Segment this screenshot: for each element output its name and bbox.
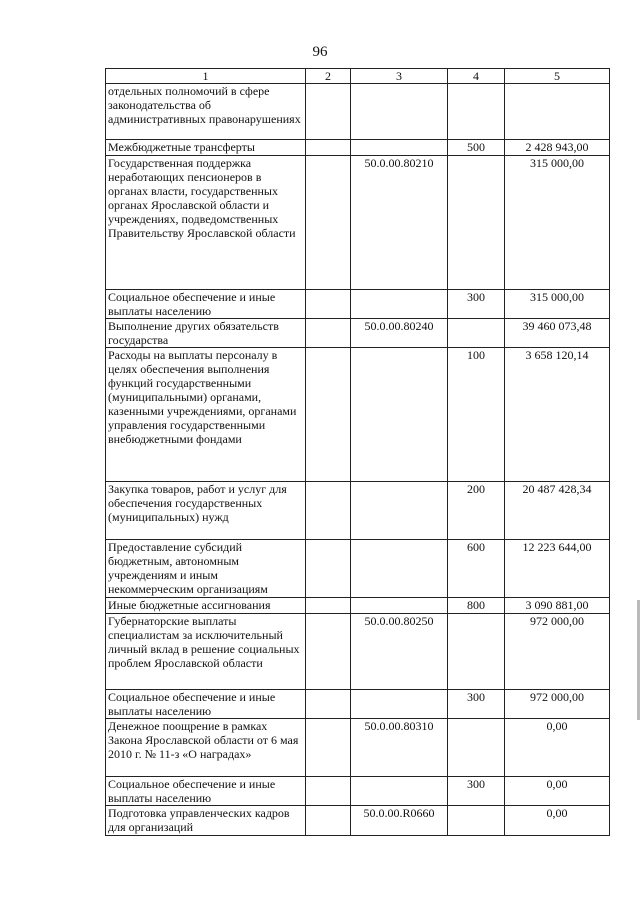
- row-code: [351, 84, 448, 140]
- row-name: Выполнение других обязательств государства: [106, 319, 306, 348]
- table-row: [106, 540, 610, 598]
- column-header: 5: [505, 69, 610, 84]
- row-type: [448, 84, 505, 140]
- row-name: отдельных полномочий в сфере законодательства об административных правонарушениях: [106, 84, 306, 140]
- row-code: [351, 598, 448, 614]
- row-type: 800: [448, 598, 505, 614]
- row-name: Государственная поддержка неработающих пенсионеров в органах власти, государственных органах Ярославской области и учреждениях, подведомственных Правительству Ярославской области: [106, 156, 306, 290]
- row-code: 50.0.00.R0660: [351, 806, 448, 836]
- row-type: 300: [448, 777, 505, 806]
- row-type: 200: [448, 482, 505, 540]
- row-type: [448, 806, 505, 836]
- page-number: 96: [312, 44, 328, 60]
- row-type: 300: [448, 690, 505, 719]
- row-amount: 12 223 644,00: [505, 540, 610, 598]
- table-row: [106, 806, 610, 836]
- row-code: [351, 540, 448, 598]
- row-col2: [306, 598, 351, 614]
- row-amount: 3 658 120,14: [505, 348, 610, 482]
- table-header-row: [106, 69, 610, 84]
- row-name: Губернаторские выплаты специалистам за исключительный личный вклад в решение социальных проблем Ярославской области: [106, 614, 306, 690]
- row-col2: [306, 614, 351, 690]
- row-type: [448, 156, 505, 290]
- row-name: Предоставление субсидий бюджетным, автономным учреждениям и иным некоммерческим организациям: [106, 540, 306, 598]
- row-name: Иные бюджетные ассигнования: [106, 598, 306, 614]
- row-amount: 20 487 428,34: [505, 482, 610, 540]
- row-code: [351, 482, 448, 540]
- row-amount: [505, 84, 610, 140]
- row-col2: [306, 719, 351, 777]
- row-name: Социальное обеспечение и иные выплаты населению: [106, 690, 306, 719]
- table-row: [106, 348, 610, 482]
- row-code: [351, 690, 448, 719]
- row-col2: [306, 84, 351, 140]
- row-name: Социальное обеспечение и иные выплаты населению: [106, 290, 306, 319]
- row-type: [448, 614, 505, 690]
- row-amount: 0,00: [505, 719, 610, 777]
- row-code: [351, 348, 448, 482]
- row-code: 50.0.00.80250: [351, 614, 448, 690]
- row-type: 300: [448, 290, 505, 319]
- row-col2: [306, 777, 351, 806]
- row-amount: 0,00: [505, 806, 610, 836]
- row-type: 500: [448, 140, 505, 156]
- row-amount: 315 000,00: [505, 156, 610, 290]
- table-row: [106, 777, 610, 806]
- row-type: [448, 719, 505, 777]
- row-name: Социальное обеспечение и иные выплаты населению: [106, 777, 306, 806]
- column-header: 4: [448, 69, 505, 84]
- row-name: Закупка товаров, работ и услуг для обеспечения государственных (муниципальных) нужд: [106, 482, 306, 540]
- row-code: [351, 777, 448, 806]
- column-header: 1: [106, 69, 306, 84]
- row-amount: 0,00: [505, 777, 610, 806]
- row-name: Денежное поощрение в рамках Закона Ярославской области от 6 мая 2010 г. № 11-з «О наградах»: [106, 719, 306, 777]
- table-row: [106, 719, 610, 777]
- table-row: [106, 598, 610, 614]
- row-code: 50.0.00.80240: [351, 319, 448, 348]
- table-row: [106, 84, 610, 140]
- row-col2: [306, 156, 351, 290]
- row-name: Межбюджетные трансферты: [106, 140, 306, 156]
- table-row: [106, 482, 610, 540]
- row-name: Подготовка управленческих кадров для организаций: [106, 806, 306, 836]
- column-header: 2: [306, 69, 351, 84]
- row-amount: 972 000,00: [505, 614, 610, 690]
- row-col2: [306, 806, 351, 836]
- row-amount: 39 460 073,48: [505, 319, 610, 348]
- budget-table: [105, 68, 610, 836]
- row-amount: 972 000,00: [505, 690, 610, 719]
- row-amount: 2 428 943,00: [505, 140, 610, 156]
- row-col2: [306, 140, 351, 156]
- row-col2: [306, 319, 351, 348]
- row-code: [351, 140, 448, 156]
- table-row: [106, 156, 610, 290]
- row-type: [448, 319, 505, 348]
- row-col2: [306, 482, 351, 540]
- row-col2: [306, 690, 351, 719]
- row-name: Расходы на выплаты персоналу в целях обеспечения выполнения функций государственными (муниципальными) органами, казенными учреждениями, органами управления государственными внебюджетными фондами: [106, 348, 306, 482]
- column-header: 3: [351, 69, 448, 84]
- row-amount: 315 000,00: [505, 290, 610, 319]
- row-col2: [306, 540, 351, 598]
- table-row: [106, 290, 610, 319]
- row-code: [351, 290, 448, 319]
- row-type: 600: [448, 540, 505, 598]
- table-row: [106, 319, 610, 348]
- table-row: [106, 690, 610, 719]
- table-row: [106, 140, 610, 156]
- row-code: 50.0.00.80210: [351, 156, 448, 290]
- row-col2: [306, 348, 351, 482]
- row-amount: 3 090 881,00: [505, 598, 610, 614]
- row-code: 50.0.00.80310: [351, 719, 448, 777]
- row-col2: [306, 290, 351, 319]
- row-type: 100: [448, 348, 505, 482]
- table-row: [106, 614, 610, 690]
